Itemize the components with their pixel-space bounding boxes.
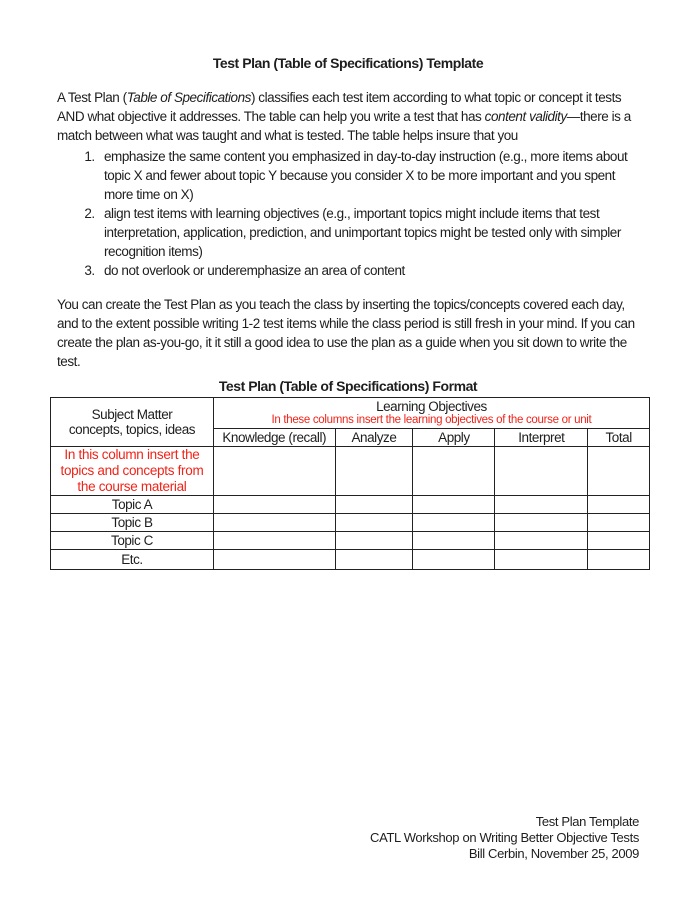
topic-b-label: Topic B (51, 514, 214, 532)
intro-segment: —there is a match between what was taught and what is tested. The table helps insure that you (57, 109, 631, 143)
empty-cell (213, 514, 335, 532)
empty-cell (495, 496, 588, 514)
empty-cell (495, 532, 588, 550)
column-header-apply: Apply (413, 429, 495, 447)
learning-objectives-header-cell (213, 398, 649, 429)
list-item-3: 3. do not overlook or underemphasize an area of content (98, 261, 639, 280)
footer-line-1: Test Plan Template (535, 814, 639, 829)
learning-objectives-note: In these columns insert the learning objectives of the course or unit (271, 414, 592, 426)
italic-content-validity: content validity (484, 109, 567, 124)
table-header-row-1 (51, 398, 650, 429)
empty-cell (335, 550, 413, 570)
topic-c-label: Topic C (51, 532, 214, 550)
empty-cell (495, 447, 588, 496)
intro-segment: A Test Plan ( (57, 90, 127, 105)
column-header-knowledge: Knowledge (recall) (213, 429, 335, 447)
empty-cell (213, 447, 335, 496)
footer-line-3: Bill Cerbin, November 25, 2009 (468, 846, 639, 861)
table-row-etc (51, 550, 650, 570)
page-title: Test Plan (Table of Specifications) Template (212, 55, 484, 71)
empty-cell (413, 496, 495, 514)
learning-objectives-header: Learning Objectives (376, 399, 487, 414)
table-row-topic-b (51, 514, 650, 532)
list-item-2: 2. align test items with learning objectives (e.g., important topics might include items that test interpretation, application, prediction, and unimportant topics might be tested only with simpler recognition items) (98, 204, 639, 261)
numbered-list (57, 147, 639, 280)
column-header-total: Total (588, 429, 650, 447)
second-paragraph: You can create the Test Plan as you teach the class by inserting the topics/concepts covered each day, and to the extent possible writing 1-2 test items while the class period is still fresh in your mind. If you can create the plan as-you-go, it it still a good idea to use the plan as a guide when you sit down to write the test. (57, 297, 635, 369)
table-row-topic-a (51, 496, 650, 514)
topics-instruction-cell: In this column insert the topics and concepts from the course material (51, 447, 214, 496)
empty-cell (495, 514, 588, 532)
empty-cell (335, 447, 413, 496)
empty-cell (335, 514, 413, 532)
empty-cell (588, 532, 650, 550)
empty-cell (588, 447, 650, 496)
column-header-interpret: Interpret (495, 429, 588, 447)
table-row-instruction (51, 447, 650, 496)
empty-cell (588, 496, 650, 514)
empty-cell (495, 550, 588, 570)
column-header-analyze: Analyze (335, 429, 413, 447)
intro-paragraph (57, 88, 639, 145)
empty-cell (413, 514, 495, 532)
empty-cell (213, 532, 335, 550)
empty-cell (335, 532, 413, 550)
empty-cell (413, 550, 495, 570)
empty-cell (588, 514, 650, 532)
footer-line-2: CATL Workshop on Writing Better Objective Tests (370, 830, 639, 845)
subject-matter-header-line2: concepts, topics, ideas (68, 422, 196, 437)
subject-matter-header-line1: Subject Matter (91, 407, 173, 422)
etc-label: Etc. (51, 550, 214, 570)
subject-matter-header-cell (51, 398, 214, 447)
empty-cell (413, 532, 495, 550)
intro-segment: ) classifies each test item according to what topic or concept it tests AND what objective it addresses. The table can help you write a test that has (57, 90, 622, 124)
empty-cell (213, 550, 335, 570)
document-footer (370, 814, 639, 862)
list-item-1: 1. emphasize the same content you emphasized in day-to-day instruction (e.g., more items about topic X and fewer about topic Y because you consider X to be more important and you spent more time on X) (98, 147, 639, 204)
italic-table-of-specifications: Table of Specifications (126, 90, 251, 105)
empty-cell (213, 496, 335, 514)
empty-cell (335, 496, 413, 514)
test-plan-table (50, 397, 650, 570)
table-row-topic-c (51, 532, 650, 550)
topic-a-label: Topic A (51, 496, 214, 514)
table-title: Test Plan (Table of Specifications) Format (218, 378, 478, 394)
document-body (57, 0, 639, 570)
empty-cell (588, 550, 650, 570)
empty-cell (413, 447, 495, 496)
